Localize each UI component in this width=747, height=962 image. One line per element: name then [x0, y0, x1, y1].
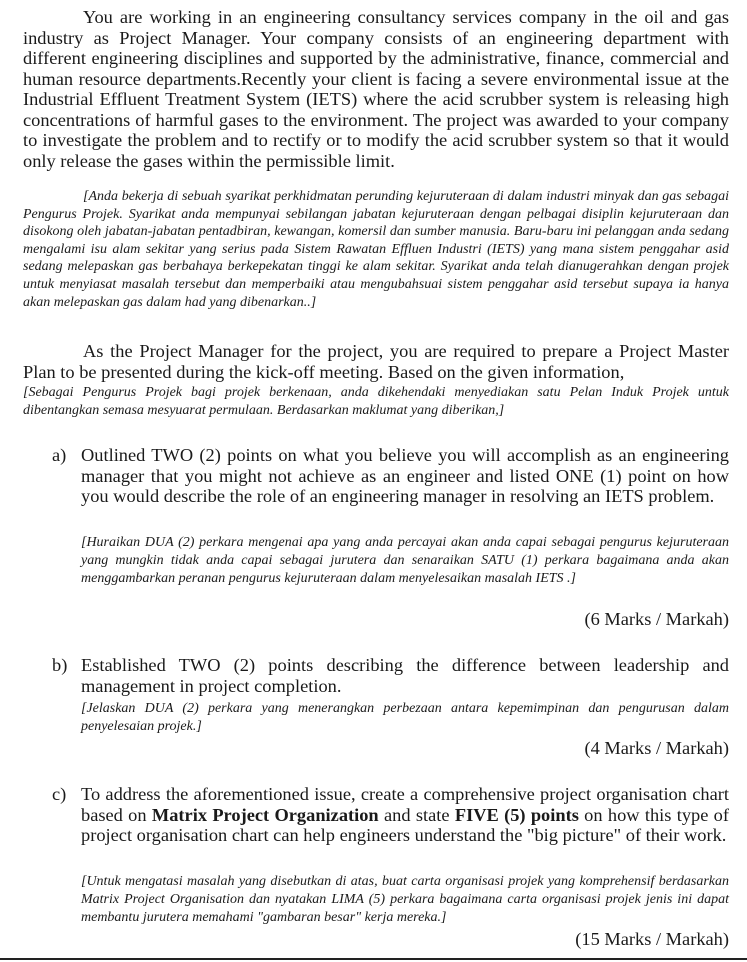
question-c-text-part3: on how this type of project organisation chart can help engineers understand the "big picture" of their work.	[81, 804, 729, 845]
intro-translation: [Anda bekerja di sebuah syarikat perkhidmatan perunding kejuruteraan di dalam industri minyak dan gas sebagai Pengurus Projek. Syarikat anda mempunyai sebilangan jabatan kejuruteraan dengan pelbagai disiplin kejuruteraan dan disokong oleh jabatan-jabatan pentadbiran, kewangan, komersil dan sumber manusia. Baru-baru ini pelanggan anda sedang mengalami isu alam sekitar yang serius pada Sistem Rawatan Effluen Industri (IETS) yang mana sistem penggahar asid sedang melepaskan gas berbahaya berkepekatan tinggi ke alam sekitar. Syarikat anda telah dianugerahkan dengan projek untuk menyiasat masalah tersebut dan memperbaiki atau mengubahsuai sistem penggahar asid tersebut supaya ia hanya akan melepaskan gas dalam had yang dibenarkan..]	[23, 189, 729, 310]
question-b-label: b)	[52, 655, 68, 675]
task-paragraph: As the Project Manager for the project, you are required to prepare a Project Master Plan to be presented during the kick-off meeting. Based on the given information,	[23, 341, 729, 382]
question-b-translation: [Jelaskan DUA (2) perkara yang menerangkan perbezaan antara kepemimpinan dan pengurusan dalam penyelesaian projek.]	[81, 701, 729, 734]
question-a-marks: (6 Marks / Markah)	[584, 609, 729, 629]
question-c-bold-points: FIVE (5) points	[454, 804, 579, 825]
question-a-label: a)	[52, 445, 67, 465]
question-c-label: c)	[52, 784, 67, 804]
question-a-translation: [Huraikan DUA (2) perkara mengenai apa yang anda percayai akan anda capai sebagai pengurus kejuruteraan yang mungkin tidak anda capai sebagai jurutera dan senaraikan SATU (1) perkara bagaimana anda akan menggambarkan peranan pengurus kejuruteraan dalam menyelesaikan masalah IETS .]	[81, 535, 729, 586]
question-c-text	[81, 784, 729, 846]
question-c-translation: [Untuk mengatasi masalah yang disebutkan di atas, buat carta organisasi projek yang komprehensif berdasarkan Matrix Project Organisation dan nyatakan LIMA (5) perkara bagaimana carta organisasi projek jenis ini dapat membantu jurutera memahami "gambaran besar" kerja mereka.]	[81, 874, 729, 925]
question-c-text-part2: and state	[378, 804, 455, 825]
task-translation: [Sebagai Pengurus Projek bagi projek berkenaan, anda dikehendaki menyediakan satu Pelan Induk Projek untuk dibentangkan semasa mesyuarat permulaan. Berdasarkan maklumat yang diberikan,]	[23, 385, 729, 418]
question-c-marks: (15 Marks / Markah)	[575, 929, 729, 949]
question-b-text: Established TWO (2) points describing the difference between leadership and management in project completion.	[81, 655, 729, 696]
question-c-bold-matrix: Matrix Project Organization	[151, 804, 379, 825]
question-c-text-part1: To address the aforementioned issue, create a comprehensive project organisation chart based on	[81, 784, 729, 825]
question-a-text: Outlined TWO (2) points on what you believe you will accomplish as an engineering manager that you might not achieve as an engineer and listed ONE (1) point on how you would describe the role of an engineering manager in resolving an IETS problem.	[81, 445, 729, 506]
page-bottom-rule	[0, 958, 747, 960]
question-b-marks: (4 Marks / Markah)	[584, 738, 729, 758]
intro-paragraph: You are working in an engineering consultancy services company in the oil and gas industry as Project Manager. Your company consists of an engineering department with different engineering disciplines and supported by the administrative, finance, commercial and human resource departments.Recently your client is facing a severe environmental issue at the Industrial Effluent Treatment System (IETS) where the acid scrubber system is releasing high concentrations of harmful gases to the environment. The project was awarded to your company to investigate the problem and to rectify or to modify the acid scrubber system so that it would only release the gases within the permissible limit.	[23, 7, 729, 171]
